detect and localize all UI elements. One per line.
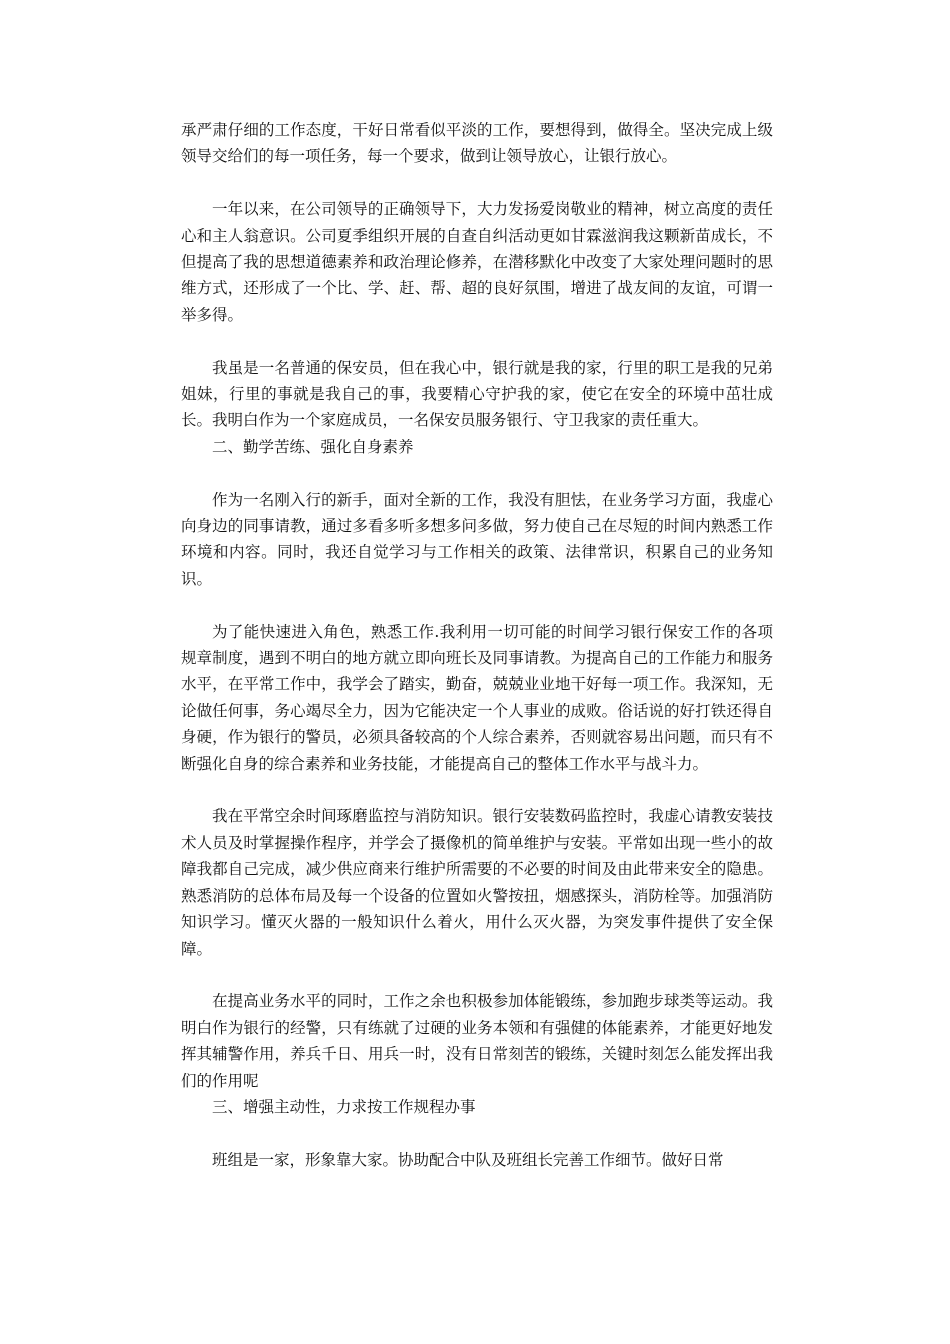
paragraph-monitoring-fire: 我在平常空余时间琢磨监控与消防知识。银行安装数码监控时，我虚心请教安装技术人员及时掌握操作程序，并学会了摄像机的简单维护与安装。平常如出现一些小的故障我都自己完成，减少供应商来行维护所需要的不必要的时间及由此带来安全的隐患。熟悉消防的总体布局及每一个设备的位置如火警按扭，烟感探头，消防栓等。加强消防知识学习。懂灭火器的一般知识什么着火，用什么灭火器，为突发事件提供了安全保障。 xyxy=(181,807,773,958)
section-heading-2: 二、勤学苦练、强化自身素养 xyxy=(212,437,414,456)
paragraph-team: 班组是一家，形象靠大家。协助配合中队及班组长完善工作细节。做好日常 xyxy=(212,1150,724,1169)
paragraph-bank-as-home: 我虽是一名普通的保安员，但在我心中，银行就是我的家，行里的职工是我的兄弟姐妹，行里的事就是我自己的事，我要精心守护我的家，使它在安全的环境中茁壮成长。我明白作为一个家庭成员，一名保安员服务银行、守卫我家的责任重大。 xyxy=(181,358,773,430)
paragraph-physical-training: 在提高业务水平的同时，工作之余也积极参加体能锻练，参加跑步球类等运动。我明白作为银行的经警，只有练就了过硬的业务本领和有强健的体能素养，才能更好地发挥其辅警作用，养兵千日、用兵一时，没有日常刻苦的锻练，关键时刻怎么能发挥出我们的作用呢 xyxy=(181,992,773,1090)
paragraph-continuation: 承严肃仔细的工作态度，干好日常看似平淡的工作，要想得到，做得全。坚决完成上级领导交给们的每一项任务，每一个要求，做到让领导放心，让银行放心。 xyxy=(181,121,773,166)
paragraph-rules-study: 为了能快速进入角色，熟悉工作.我利用一切可能的时间学习银行保安工作的各项规章制度，遇到不明白的地方就立即向班长及同事请教。为提高自己的工作能力和服务水平，在平常工作中，我学会了踏实，勤奋，兢兢业业地干好每一项工作。我深知，无论做任何事，务心竭尽全力，因为它能决定一个人事业的成败。俗话说的好打铁还得自身硬，作为银行的警员，必须具备较高的个人综合素养，否则就容易出问题，而只有不断强化自身的综合素养和业务技能，才能提高自己的整体工作水平与战斗力。 xyxy=(181,622,773,773)
document-page xyxy=(181,117,773,1173)
paragraph-learning: 作为一名刚入行的新手，面对全新的工作，我没有胆怯，在业务学习方面，我虚心向身边的同事请教，通过多看多听多想多问多做，努力使自己在尽短的时间内熟悉工作环境和内容。同时，我还自觉学习与工作相关的政策、法律常识，积累自己的业务知识。 xyxy=(181,490,773,588)
section-heading-3: 三、增强主动性，力求按工作规程办事 xyxy=(212,1097,476,1116)
paragraph-responsibility: 一年以来，在公司领导的正确领导下，大力发扬爱岗敬业的精神，树立高度的责任心和主人翁意识。公司夏季组织开展的自查自纠活动更如甘霖滋润我这颗新苗成长，不但提高了我的思想道德素养和政治理论修养，在潜移默化中改变了大家处理问题时的思维方式，还形成了一个比、学、赶、帮、超的良好氛围，增进了战友间的友谊，可谓一举多得。 xyxy=(181,200,773,324)
